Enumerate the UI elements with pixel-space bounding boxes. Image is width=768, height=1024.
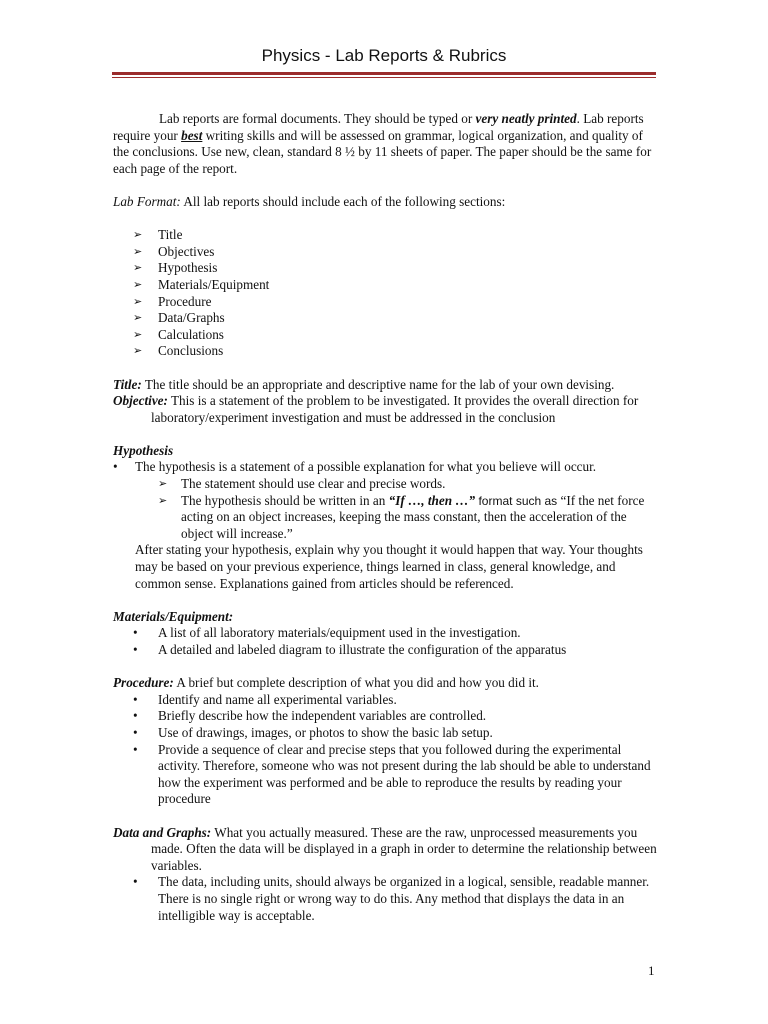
spacer (113, 360, 658, 377)
list-item (113, 874, 658, 924)
materials-item: A detailed and labeled diagram to illustrate the configuration of the apparatus (158, 642, 567, 657)
procedure-item: Use of drawings, images, or photos to show the basic lab setup. (158, 724, 493, 740)
arrow-bullet-icon: ➢ (158, 493, 168, 507)
section-item-hypothesis: Hypothesis (158, 260, 218, 276)
header-rule-thick (112, 72, 656, 75)
arrow-bullet-icon: ➢ (133, 277, 143, 291)
spacer (113, 808, 658, 825)
list-item (113, 708, 658, 725)
section-item-materials: Materials/Equipment (158, 276, 270, 292)
hypothesis-bullet-text: The hypothesis is a statement of a possible explanation for what you believe will occur. (135, 459, 597, 475)
intro-emphasis-neatly-printed: very neatly printed (475, 111, 577, 126)
objective-definition (113, 393, 658, 426)
section-list (113, 227, 658, 360)
list-item (133, 310, 658, 327)
list-item (113, 459, 658, 476)
intro-paragraph (113, 111, 658, 177)
list-item (133, 227, 658, 244)
bullet-icon: • (133, 741, 138, 757)
page-title: Physics - Lab Reports & Rubrics (261, 46, 507, 65)
section-item-title: Title (158, 227, 183, 243)
materials-heading: Materials/Equipment: (113, 608, 234, 624)
lab-format-label: Lab Format: (113, 193, 181, 209)
materials-item: A list of all laboratory materials/equipment used in the investigation. (158, 625, 521, 641)
list-item (133, 294, 658, 311)
intro-emphasis-best: best (181, 127, 203, 143)
section-item-data-graphs: Data/Graphs (158, 310, 225, 326)
list-item (133, 343, 658, 360)
hypothesis-sub1: The statement should use clear and precise words. (181, 476, 446, 492)
objective-label: Objective: (113, 393, 168, 409)
bullet-icon: • (133, 642, 138, 657)
arrow-bullet-icon: ➢ (158, 477, 168, 491)
bullet-icon: • (133, 691, 138, 707)
bullet-icon: • (133, 708, 138, 724)
list-item (133, 244, 658, 261)
list-item (158, 493, 658, 543)
spacer (113, 211, 658, 228)
arrow-bullet-icon: ➢ (133, 261, 143, 275)
page-number: 1 (648, 963, 655, 978)
intro-text-1: Lab reports are formal documents. They should be typed or (159, 111, 476, 126)
procedure-item: Provide a sequence of clear and precise steps that you followed during the experimental activity. Therefore, someone who was not present during the lab should be able to understand how the experiment was performed and be able to reproduce the results by reading your procedure (158, 741, 651, 807)
arrow-bullet-icon: ➢ (133, 244, 143, 258)
data-graphs-item: The data, including units, should always be organized in a logical, sensible, readable manner. There is no single right or wrong way to do this. Any method that displays the data in an intelligible way is acceptable. (158, 874, 650, 923)
list-item (113, 725, 658, 742)
arrow-bullet-icon: ➢ (133, 344, 143, 358)
section-item-calculations: Calculations (158, 326, 224, 342)
document-body (113, 111, 658, 924)
lab-format-paragraph (113, 194, 658, 211)
procedure-item: Briefly describe how the independent variables are controlled. (158, 708, 487, 724)
hypothesis-if-then: “If …, then …” (388, 492, 476, 508)
list-item (113, 692, 658, 709)
list-item (133, 327, 658, 344)
objective-text: This is a statement of the problem to be investigated. It provides the overall direction for laboratory/experiment investigation and must be addressed in the conclusion (151, 393, 639, 425)
bullet-icon: • (133, 625, 138, 641)
procedure-list (113, 692, 658, 808)
hypothesis-explanation: After stating your hypothesis, explain why you thought it would happen that way. Your thoughts may be based on your previous experience, things learned in class, general knowledge, and common sense. Explanations gained from articles should be referenced. (135, 542, 643, 591)
list-item (113, 625, 658, 642)
section-item-objectives: Objectives (158, 243, 215, 259)
arrow-bullet-icon: ➢ (133, 294, 143, 308)
data-graphs-paragraph (113, 825, 658, 875)
arrow-bullet-icon: ➢ (133, 327, 143, 341)
materials-list (113, 625, 658, 658)
hypothesis-list (113, 459, 658, 476)
procedure-item: Identify and name all experimental variables. (158, 691, 397, 707)
procedure-label: Procedure: (113, 675, 174, 691)
hypothesis-sublist (113, 476, 658, 542)
hypothesis-sub2-text: The hypothesis should be written in an (181, 492, 389, 508)
data-graphs-label: Data and Graphs: (113, 824, 212, 840)
bullet-icon: • (133, 874, 138, 890)
title-label: Title: (113, 376, 142, 392)
spacer (113, 426, 658, 443)
list-item (133, 260, 658, 277)
procedure-paragraph (113, 675, 658, 692)
lab-format-text: All lab reports should include each of the following sections: (180, 193, 506, 209)
list-item (113, 642, 658, 659)
section-item-procedure: Procedure (158, 293, 212, 309)
bullet-icon: • (133, 724, 138, 740)
intro-text-2: . Lab reports require your (113, 111, 644, 143)
hypothesis-format-text: format such as (475, 493, 558, 508)
spacer (113, 592, 658, 609)
spacer (113, 659, 658, 676)
hypothesis-heading: Hypothesis (113, 442, 174, 458)
bullet-icon: • (113, 459, 118, 475)
header-rule-thin (112, 77, 656, 78)
arrow-bullet-icon: ➢ (133, 228, 143, 242)
list-item (158, 476, 658, 493)
spacer (113, 177, 658, 194)
arrow-bullet-icon: ➢ (133, 311, 143, 325)
hypothesis-example: “If the net force acting on an object increases, keeping the mass constant, then the acceleration of the object will increase.” (181, 492, 645, 541)
procedure-text: A brief but complete description of what you did and how you did it. (173, 675, 539, 691)
data-graphs-text: What you actually measured. These are the raw, unprocessed measurements you made. Often the data will be displayed in a graph in order to determine the relationship between variables. (151, 824, 657, 873)
list-item (133, 277, 658, 294)
section-item-conclusions: Conclusions (158, 343, 224, 359)
list-item (113, 742, 658, 808)
intro-text-3: writing skills and will be assessed on grammar, logical organization, and quality of the conclusions. Use new, clean, standard 8 ½ by 11 sheets of paper. The paper should be the same for each page of the report. (113, 127, 652, 176)
title-text: The title should be an appropriate and descriptive name for the lab of your own devising. (141, 376, 615, 392)
data-graphs-list (113, 874, 658, 924)
title-definition (113, 377, 658, 394)
